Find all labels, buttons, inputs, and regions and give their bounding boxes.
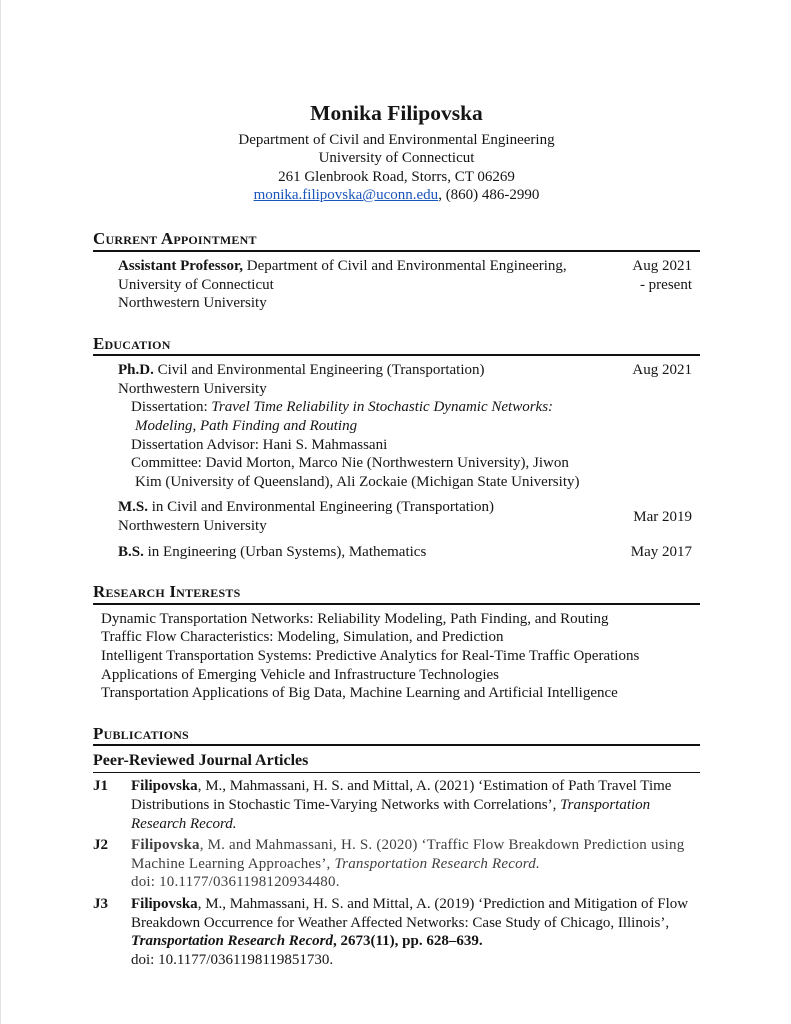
education-subline — [118, 436, 618, 455]
text-segment: Dissertation Advisor: Hani S. Mahmassani — [131, 436, 388, 453]
text-segment: Filipovska — [131, 896, 198, 913]
text-segment: Department of Civil and Environmental Engineering, — [243, 257, 567, 274]
appointment-row — [93, 257, 700, 313]
department-line: Department of Civil and Environmental Engineering — [238, 131, 555, 148]
contact-line — [93, 186, 700, 204]
education-subline — [118, 417, 618, 436]
text-segment: Transportation Research Record — [131, 933, 333, 950]
research-interest-item: Traffic Flow Characteristics: Modeling, Simulation, and Prediction — [101, 629, 504, 646]
publication-text — [131, 777, 700, 833]
research-interest-item: Dynamic Transportation Networks: Reliability Modeling, Path Finding, and Routing — [101, 610, 609, 627]
text-segment: Ph.D. — [118, 362, 154, 379]
publications-heading: Publications — [93, 724, 700, 747]
education-details — [93, 498, 618, 535]
text-segment: doi: 10.1177/0361198120934480. — [131, 874, 340, 891]
publication-id: J2 — [93, 837, 108, 854]
text-segment: M.S. — [118, 499, 148, 516]
education-entry — [93, 543, 700, 562]
text-segment: Transportation Research Record — [334, 855, 536, 872]
current-appointment-heading: Current Appointment — [93, 229, 700, 252]
education-entry — [93, 498, 700, 535]
appointment-line — [118, 276, 618, 295]
research-interest-item: Intelligent Transportation Systems: Predictive Analytics for Real-Time Traffic Operations — [101, 647, 640, 664]
text-segment: . — [535, 855, 540, 872]
text-segment: Northwestern University — [118, 380, 267, 397]
research-interest-item: Transportation Applications of Big Data, Machine Learning and Artificial Intelligence — [101, 685, 618, 702]
section-education — [93, 334, 700, 561]
education-subline — [118, 517, 618, 536]
appointment-details — [93, 257, 618, 313]
appointment-date: Aug 2021 — [632, 257, 692, 274]
text-segment: Dissertation: — [131, 399, 212, 416]
text-segment: Assistant Professor, — [118, 257, 244, 274]
education-entry — [93, 361, 700, 491]
publication-text — [131, 836, 700, 892]
publication-text — [131, 895, 700, 969]
education-subline — [118, 454, 618, 473]
text-segment: in Engineering (Urban Systems), Mathematics — [143, 543, 427, 560]
education-heading: Education — [93, 334, 700, 357]
research-interest-item: Applications of Emerging Vehicle and Infrastructure Technologies — [101, 666, 500, 683]
appointment-date: - present — [639, 276, 692, 293]
appointment-line — [118, 257, 618, 276]
education-row — [93, 498, 700, 535]
education-subline — [118, 398, 618, 417]
section-publications — [93, 724, 700, 970]
publication-entry — [93, 895, 700, 969]
publication-entry — [93, 836, 700, 892]
text-segment: University of Connecticut — [118, 276, 274, 293]
text-segment: Filipovska — [131, 837, 200, 854]
text-segment: Committee: David Morton, Marco Nie (Northwestern University), Jiwon — [131, 455, 569, 472]
person-name: Monika Filipovska — [310, 101, 483, 125]
university-line: University of Connecticut — [318, 150, 475, 167]
degree-line — [118, 361, 618, 380]
research-interest-list — [93, 610, 700, 703]
education-entries — [93, 361, 700, 561]
text-segment: Modeling, Path Finding and Routing — [135, 418, 358, 435]
education-details — [93, 361, 618, 491]
journal-articles-subheading: Peer-Reviewed Journal Articles — [93, 751, 700, 773]
education-details — [93, 543, 618, 562]
text-segment: Filipovska — [131, 778, 198, 795]
education-subline — [118, 473, 618, 492]
text-segment: doi: 10.1177/0361198119851730. — [131, 951, 334, 968]
text-segment: Northwestern University — [118, 518, 267, 535]
text-segment: Travel Time Reliability in Stochastic Dynamic Networks: — [211, 399, 554, 416]
text-segment: in Civil and Environmental Engineering (Transportation) — [148, 499, 495, 516]
degree-line — [118, 498, 618, 517]
publication-id: J3 — [93, 896, 108, 913]
appointment-line — [118, 294, 618, 313]
text-segment: B.S. — [118, 543, 144, 560]
section-research-interests — [93, 582, 700, 703]
text-segment: Transportation Research Record — [131, 797, 651, 832]
publication-list — [93, 777, 700, 969]
degree-line — [118, 543, 618, 562]
education-date: Aug 2021 — [632, 362, 692, 379]
text-segment: , 2673(11), pp. 628–639. — [332, 933, 483, 950]
appointment-dates — [618, 257, 700, 313]
education-subline — [118, 380, 618, 399]
education-row — [93, 543, 700, 562]
education-row — [93, 361, 700, 491]
text-segment: , M., Mahmassani, H. S. and Mittal, A. (2019) ‘Prediction and Mitigation of Flow Breakdown Occurrence for Weather Affected Networks: Case Study of Chicago, Illinois’, — [131, 896, 689, 931]
research-interests-heading: Research Interests — [93, 582, 700, 605]
cv-header — [93, 100, 700, 204]
email-link[interactable]: monika.filipovska@uconn.edu — [253, 186, 439, 203]
publication-entry — [93, 777, 700, 833]
text-segment: Northwestern University — [118, 295, 267, 312]
publication-id: J1 — [93, 778, 108, 795]
text-segment: , M., Mahmassani, H. S. and Mittal, A. (2021) ‘Estimation of Path Travel Time Distributions in Stochastic Time-Varying Networks with Correlations’, — [131, 778, 672, 814]
phone-number: , (860) 486-2990 — [438, 186, 540, 203]
text-segment: . — [232, 815, 237, 832]
education-date: May 2017 — [630, 543, 692, 560]
education-date: Mar 2019 — [633, 508, 692, 525]
text-segment: Kim (University of Queensland), Ali Zockaie (Michigan State University) — [135, 473, 580, 490]
text-segment: , M. and Mahmassani, H. S. (2020) ‘Traffic Flow Breakdown Prediction using Machine Learning Approaches’, — [131, 837, 685, 872]
section-current-appointment — [93, 229, 700, 312]
address-line: 261 Glenbrook Road, Storrs, CT 06269 — [278, 168, 515, 185]
text-segment: Civil and Environmental Engineering (Transportation) — [153, 362, 485, 379]
